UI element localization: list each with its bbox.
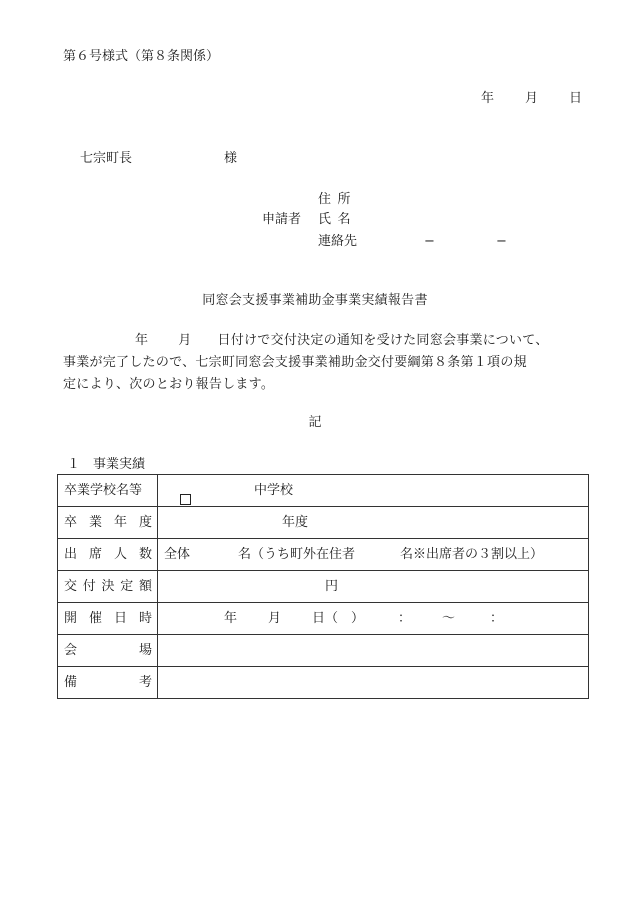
amount-yen-suffix: 円 [325,579,339,594]
row-value[interactable] [158,507,589,539]
label-char: 席 [88,547,102,562]
label-char: 数 [138,547,152,562]
contact-dash-1: − [424,234,435,249]
row-label [58,507,158,539]
checkbox-icon[interactable] [180,494,191,505]
body-paragraph [63,330,590,396]
row-value[interactable] [158,603,589,635]
label-char: 開 [64,611,78,626]
table-row [58,475,589,507]
row-label [58,667,158,699]
body-line3: 定により、次のとおり報告します。 [63,377,275,392]
label-char: 交 [64,579,78,594]
date-month: 月 [268,611,282,626]
table-row [58,603,589,635]
row-value[interactable] [158,667,589,699]
addressee-office: 七宗町長 [80,151,133,166]
table-row [58,571,589,603]
ki-marker: 記 [308,415,322,430]
label-char: 日 [113,611,127,626]
applicant-contact-label: 連絡先 [318,234,358,249]
applicant-address-label: 住所 [318,192,358,207]
table-row [58,635,589,667]
label-char: 度 [138,515,152,530]
row-label [58,475,158,507]
label-char: 年 [113,515,127,530]
label-char: 備 [64,675,78,690]
graduation-year-suffix: 年度 [282,515,309,530]
row-value[interactable] [158,475,589,507]
row-label [58,635,158,667]
body-year: 年 [135,333,149,348]
row-label [58,539,158,571]
attendance-note: 名※出席者の３割以上） [400,547,544,562]
label-char: 出 [64,547,78,562]
date-year: 年 [224,611,238,626]
label-school: 卒業学校名等 [64,483,143,498]
section-heading [67,458,145,471]
section-number: １ [67,457,81,472]
row-label [58,603,158,635]
addressee [80,152,237,165]
label-char: 人 [113,547,127,562]
date-day-label: 日 [569,91,583,106]
report-table [57,474,589,699]
label-char: 卒 [64,515,78,530]
attendance-outside-label: 名（うち町外在住者 [238,547,356,562]
label-char: 定 [120,579,134,594]
row-value[interactable] [158,539,589,571]
date-year-label: 年 [481,91,495,106]
document-title: 同窓会支援事業補助金事業実績報告書 [202,293,428,308]
attendance-total-label: 全体 [164,547,191,562]
date-line [481,92,582,105]
table-row [58,667,589,699]
body-line2: 事業が完了したので、七宗町同窓会支援事業補助金交付要綱第８条第１項の規 [63,355,527,370]
school-suffix: 中学校 [254,483,294,498]
label-char: 額 [138,579,152,594]
time-range-tilde: 〜 [442,611,456,626]
body-line1: 日付けで交付決定の通知を受けた同窓会事業について、 [217,333,549,348]
row-value[interactable] [158,571,589,603]
applicant-role: 申請者 [262,212,302,227]
date-month-label: 月 [525,91,539,106]
applicant-name-label: 氏名 [318,212,358,227]
row-value[interactable] [158,635,589,667]
label-char: 決 [101,579,115,594]
date-day-weekday: 日（ ） [312,611,365,626]
contact-dash-2: − [496,234,507,249]
label-char: 考 [138,675,152,690]
label-char: 時 [138,611,152,626]
addressee-honorific: 様 [224,151,238,166]
body-month: 月 [178,333,192,348]
section-label: 事業実績 [93,457,146,472]
label-char: 会 [64,643,78,658]
table-row [58,507,589,539]
form-number: 第６号様式（第８条関係） [63,49,220,64]
row-label [58,571,158,603]
label-char: 業 [88,515,102,530]
label-char: 催 [88,611,102,626]
start-time-colon: ： [398,611,412,626]
label-char: 付 [82,579,96,594]
label-char: 場 [138,643,152,658]
table-row [58,539,589,571]
end-time-colon: ： [490,611,504,626]
